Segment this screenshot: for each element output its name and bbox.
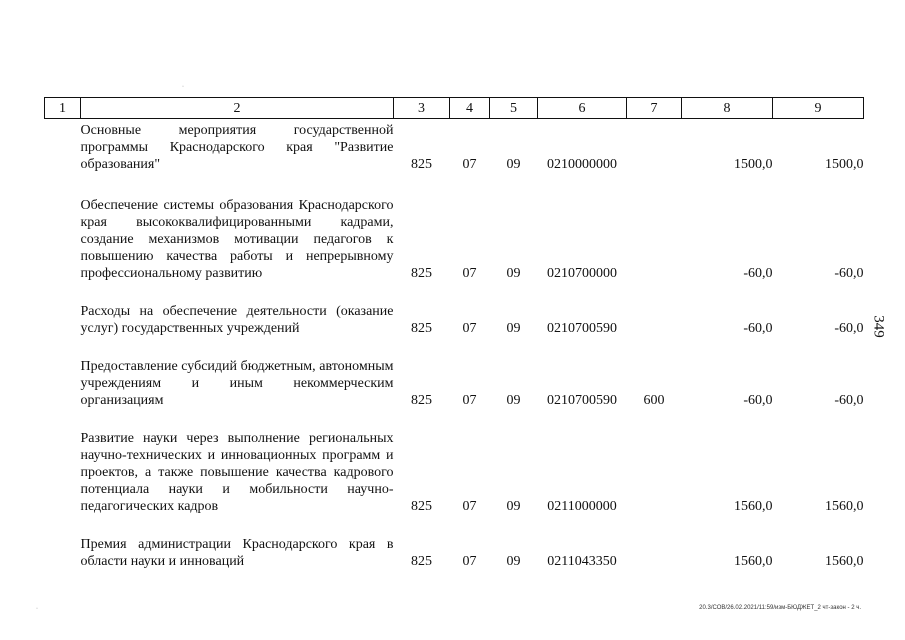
cell-c8: -60,0 — [743, 321, 773, 336]
column-header: 6 — [538, 98, 627, 119]
column-header: 5 — [490, 98, 538, 119]
cell-c7: 600 — [643, 393, 665, 408]
row-description: Развитие науки через выполнение региональных научно-технических и инновационных программ и проектов, а также повышение качества кадрового потенциала науки и мобильности научно-педагогических кадров — [80, 431, 394, 514]
cell-c3: 825 — [411, 321, 432, 336]
cell-c4: 07 — [462, 321, 477, 336]
table-row — [45, 358, 864, 409]
column-header: 4 — [450, 98, 490, 119]
footer-stamp: 20.3/СОВ/26.02.2021/11:59/изм-БЮДЖЕТ_2 чт-закон - 2 ч. — [699, 605, 861, 611]
column-header: 8 — [682, 98, 773, 119]
cell-c3: 825 — [411, 499, 432, 514]
cell-c7 — [627, 536, 682, 570]
cell-c3: 825 — [411, 393, 432, 408]
cell-c9: -60,0 — [834, 393, 864, 408]
table-row — [45, 536, 864, 570]
row-description: Основные мероприятия государственной программы Краснодарского края "Развитие образования" — [80, 123, 394, 172]
cell-c9: 1560,0 — [825, 499, 864, 514]
column-header: 1 — [45, 98, 81, 119]
table-row — [45, 430, 864, 515]
scan-speck: · — [36, 606, 38, 612]
cell-c9: -60,0 — [834, 266, 864, 281]
cell-c6: 0211043350 — [547, 554, 617, 569]
cell-c8: -60,0 — [743, 266, 773, 281]
cell-c7 — [627, 430, 682, 515]
column-header: 3 — [394, 98, 450, 119]
budget-table — [44, 97, 864, 570]
scan-speck: · — [182, 84, 184, 90]
cell-c5: 09 — [506, 321, 521, 336]
cell-c5: 09 — [506, 554, 521, 569]
cell-c5: 09 — [506, 157, 521, 172]
row-description: Премия администрации Краснодарского края в области науки и инноваций — [80, 537, 394, 569]
cell-c8: -60,0 — [743, 393, 773, 408]
column-header: 2 — [81, 98, 394, 119]
cell-c7 — [627, 119, 682, 174]
cell-c3: 825 — [411, 157, 432, 172]
cell-c3: 825 — [411, 266, 432, 281]
column-header: 7 — [627, 98, 682, 119]
cell-c3: 825 — [411, 554, 432, 569]
row-description: Расходы на обеспечение деятельности (оказание услуг) государственных учреждений — [80, 304, 394, 336]
row-description: Предоставление субсидий бюджетным, автономным учреждениям и иным некоммерческим организациям — [80, 359, 394, 408]
table-row — [45, 119, 864, 174]
cell-c4: 07 — [462, 499, 477, 514]
page-number: 349 — [870, 315, 887, 338]
cell-c9: 1560,0 — [825, 554, 864, 569]
row-description: Обеспечение системы образования Краснодарского края высококвалифицированными кадрами, создание механизмов мотивации педагогов к повышению качества работы и непрерывному профессиональному развитию — [80, 198, 394, 281]
cell-c7 — [627, 197, 682, 282]
cell-c5: 09 — [506, 499, 521, 514]
cell-c7 — [627, 303, 682, 337]
cell-c5: 09 — [506, 393, 521, 408]
cell-c4: 07 — [462, 157, 477, 172]
table-row — [45, 197, 864, 282]
cell-c6: 0211000000 — [547, 499, 617, 514]
column-header: 9 — [773, 98, 864, 119]
cell-c8: 1560,0 — [734, 554, 773, 569]
cell-c5: 09 — [506, 266, 521, 281]
cell-c4: 07 — [462, 266, 477, 281]
cell-c9: 1500,0 — [825, 157, 864, 172]
cell-c4: 07 — [462, 393, 477, 408]
cell-c9: -60,0 — [834, 321, 864, 336]
header-row — [45, 98, 864, 119]
cell-c6: 0210000000 — [547, 157, 617, 172]
cell-c8: 1560,0 — [734, 499, 773, 514]
cell-c6: 0210700590 — [547, 393, 617, 408]
cell-c4: 07 — [462, 554, 477, 569]
table-row — [45, 303, 864, 337]
cell-c6: 0210700000 — [547, 266, 617, 281]
cell-c8: 1500,0 — [734, 157, 773, 172]
cell-c6: 0210700590 — [547, 321, 617, 336]
